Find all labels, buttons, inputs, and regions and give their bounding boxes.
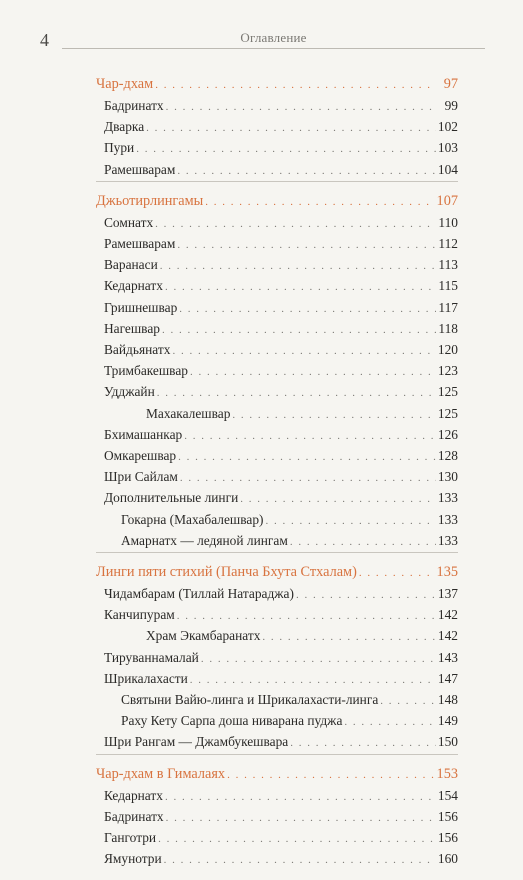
toc-entry[interactable] [96, 648, 458, 669]
toc-section-heading[interactable] [96, 74, 458, 96]
toc-page-number: 156 [437, 808, 458, 824]
toc-entry-label: Дварка [104, 119, 145, 135]
toc-entry-label: Удджайн [104, 384, 155, 400]
toc-entry-label: Святыни Вайю-линга и Шрикалахасти-линга [121, 692, 379, 708]
toc-entry[interactable] [96, 255, 458, 276]
toc-entry-label: Канчипурам [104, 607, 175, 623]
toc-entry[interactable] [96, 213, 458, 234]
toc-page-number: 135 [436, 564, 458, 581]
toc-entry[interactable] [96, 319, 458, 340]
toc-page-number: 125 [437, 405, 458, 421]
toc-entry-label: Линги пяти стихий (Панча Бхута Стхалам) [96, 564, 357, 581]
toc-page-number: 148 [437, 692, 458, 708]
toc-entry-label: Пури [104, 140, 135, 156]
toc-entry-label: Тримбакешвар [104, 363, 188, 379]
toc-page-number: 99 [444, 98, 458, 113]
toc-entry[interactable] [96, 732, 458, 753]
toc-page-number: 143 [437, 649, 458, 665]
toc-section-heading[interactable] [96, 191, 458, 213]
toc-entry-label: Гришнешвар [104, 299, 178, 315]
toc-entry-label: Варанаси [104, 257, 158, 273]
toc-entry[interactable] [96, 234, 458, 255]
toc-page-number: 125 [437, 384, 458, 400]
toc-entry[interactable] [96, 298, 458, 319]
toc-entry[interactable] [96, 669, 458, 690]
toc-entry-label: Кедарнатх [104, 278, 163, 294]
dot-leader [180, 469, 436, 488]
dot-leader [158, 830, 436, 849]
toc-page-number: 137 [437, 586, 458, 602]
toc-page-number: 118 [438, 320, 458, 336]
toc-entry-label: Ганготри [104, 830, 157, 846]
toc-entry-label: Омкарешвар [104, 448, 177, 464]
toc-entry[interactable] [96, 711, 458, 732]
toc-entry[interactable] [96, 786, 458, 807]
toc-page-number: 107 [436, 192, 458, 209]
dot-leader [290, 533, 436, 552]
toc-section [96, 191, 458, 553]
header-rule [62, 48, 485, 49]
toc-entry-label: Джьотирлингамы [96, 192, 204, 209]
dot-leader [166, 98, 436, 117]
toc-section-heading[interactable] [96, 764, 458, 786]
toc-entry[interactable] [96, 96, 458, 117]
toc-entry-label: Раху Кету Сарпа доша ниварана пуджа [121, 713, 343, 729]
toc-entry[interactable] [96, 584, 458, 605]
dot-leader [177, 236, 436, 255]
toc-page-number: 123 [437, 363, 458, 379]
toc-page-number: 112 [438, 236, 458, 252]
dot-leader [166, 809, 436, 828]
dot-leader [296, 586, 436, 605]
toc-page-number: 150 [437, 734, 458, 750]
toc-entry[interactable] [96, 690, 458, 711]
dot-leader [265, 512, 435, 531]
toc-page-number: 147 [437, 670, 458, 686]
toc-entry-label: Чидамбарам (Тиллай Натараджа) [104, 586, 294, 602]
toc-entry-label: Тируваннамалай [104, 649, 199, 665]
toc-entry[interactable] [96, 626, 458, 647]
dot-leader [380, 692, 436, 711]
dot-leader [179, 300, 436, 319]
toc-page-number: 126 [437, 426, 458, 442]
dot-leader [359, 563, 435, 584]
dot-leader [155, 75, 436, 96]
dot-leader [162, 321, 436, 340]
table-of-contents [96, 74, 458, 880]
dot-leader [240, 490, 436, 509]
dot-leader [201, 650, 436, 669]
toc-entry[interactable] [96, 828, 458, 849]
dot-leader [160, 257, 436, 276]
toc-entry-label: Храм Экамбаранатх [146, 628, 261, 644]
toc-entry-label: Бхимашанкар [104, 426, 183, 442]
toc-entry[interactable] [96, 531, 458, 552]
toc-page-number: 104 [437, 161, 458, 177]
toc-page-number: 128 [437, 448, 458, 464]
dot-leader [177, 607, 436, 626]
toc-page-number: 102 [437, 119, 458, 135]
toc-page-number: 117 [438, 299, 458, 315]
dot-leader [146, 119, 436, 138]
toc-section-heading[interactable] [96, 562, 458, 584]
toc-page-number: 154 [437, 787, 458, 803]
toc-entry-label: Вайдьянатх [104, 342, 171, 358]
dot-leader [227, 765, 434, 786]
dot-leader [344, 713, 436, 732]
toc-page-number: 142 [437, 607, 458, 623]
toc-entry-label: Шрикалахасти [104, 670, 188, 686]
dot-leader [177, 162, 436, 181]
toc-page-number: 130 [437, 469, 458, 485]
toc-entry[interactable] [96, 467, 458, 488]
toc-entry-label: Чар-дхам в Гималаях [96, 765, 226, 782]
dot-leader [172, 342, 435, 361]
toc-entry[interactable] [96, 382, 458, 403]
toc-entry-label: Дополнительные линги [104, 490, 239, 506]
toc-entry-label: Шри Рангам — Джамбукешвара [104, 734, 289, 750]
toc-entry-label: Гокарна (Махабалешвар) [121, 511, 264, 527]
dot-leader [232, 406, 436, 425]
toc-page-number: 149 [437, 713, 458, 729]
dot-leader [155, 215, 436, 234]
dot-leader [205, 192, 434, 213]
toc-entry[interactable] [96, 807, 458, 828]
dot-leader [190, 363, 436, 382]
toc-entry[interactable] [96, 404, 458, 425]
toc-page-number: 160 [437, 851, 458, 867]
toc-entry[interactable] [96, 605, 458, 626]
toc-entry[interactable] [96, 276, 458, 297]
toc-entry-label: Рамешварам [104, 161, 176, 177]
toc-entry-label: Амарнатх — ледяной лингам [121, 532, 288, 548]
toc-page-number: 120 [437, 342, 458, 358]
dot-leader [165, 788, 436, 807]
toc-page-number: 156 [437, 830, 458, 846]
page-title: Оглавление [240, 30, 307, 45]
toc-page-number: 153 [436, 765, 458, 782]
dot-leader [178, 448, 436, 467]
toc-entry-label: Кедарнатх [104, 787, 163, 803]
toc-entry[interactable] [96, 425, 458, 446]
toc-page-number: 110 [438, 214, 458, 230]
toc-page-number: 142 [437, 628, 458, 644]
toc-page-number: 97 [443, 76, 458, 92]
toc-entry[interactable] [96, 138, 458, 159]
dot-leader [136, 140, 436, 159]
page-header [40, 30, 485, 52]
dot-leader [190, 671, 436, 690]
toc-section [96, 562, 458, 755]
toc-page-number: 133 [437, 532, 458, 548]
dot-leader [184, 427, 436, 446]
toc-entry[interactable] [96, 446, 458, 467]
toc-page-number: 103 [437, 140, 458, 156]
toc-page-number: 113 [438, 257, 458, 273]
toc-entry-label: Махакалешвар [146, 405, 231, 421]
dot-leader [165, 278, 436, 297]
toc-entry-label: Сомнатх [104, 214, 154, 230]
toc-entry[interactable] [96, 117, 458, 138]
dot-leader [290, 734, 436, 753]
toc-entry[interactable] [96, 160, 458, 181]
toc-entry-label: Чар-дхам [96, 76, 154, 92]
toc-page-number: 115 [438, 278, 458, 294]
toc-entry-label: Рамешварам [104, 236, 176, 252]
dot-leader [262, 628, 436, 647]
toc-entry-label: Бадринатх [104, 98, 164, 113]
toc-page-number: 133 [437, 511, 458, 527]
toc-entry-label: Шри Сайлам [104, 469, 178, 485]
toc-entry-label: Нагешвар [104, 320, 160, 336]
toc-entry-label: Бадринатх [104, 808, 164, 824]
toc-section [96, 74, 458, 182]
dot-leader [164, 851, 436, 870]
toc-entry-label: Ямунотри [104, 851, 162, 867]
toc-entry[interactable] [96, 849, 458, 870]
toc-entry[interactable] [96, 340, 458, 361]
toc-entry[interactable] [96, 510, 458, 531]
toc-entry[interactable] [96, 488, 458, 509]
page-number: 4 [40, 30, 49, 50]
toc-section [96, 764, 458, 871]
dot-leader [157, 384, 436, 403]
toc-entry[interactable] [96, 361, 458, 382]
toc-page-number: 133 [437, 490, 458, 506]
